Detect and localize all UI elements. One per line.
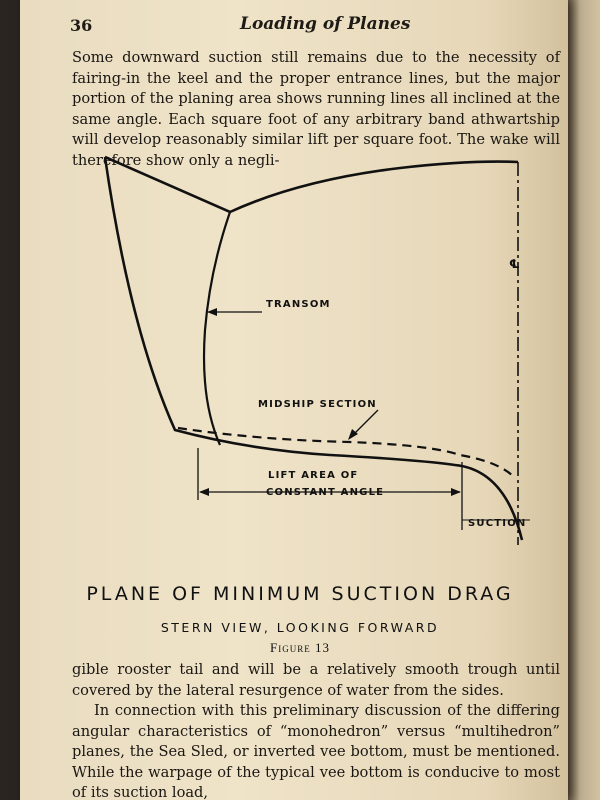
transom-arrowhead <box>207 308 217 316</box>
deck-sheer-line <box>105 157 518 212</box>
figure-subtitle: STERN VIEW, LOOKING FORWARD <box>160 620 440 635</box>
lift-area-arrow-left <box>199 488 209 496</box>
transom-line <box>204 212 230 445</box>
lift-area-arrow-right <box>451 488 461 496</box>
centerline-symbol: ℄ <box>509 257 521 271</box>
transom-label: TRANSOM <box>266 299 331 310</box>
page-number: 36 <box>70 16 93 35</box>
figure-number: Figure 13 <box>270 640 330 655</box>
hull-outline <box>105 157 522 540</box>
suction-label: SUCTION <box>468 518 527 529</box>
running-title: Loading of Planes <box>240 14 411 34</box>
lift-area-label-line1: LIFT AREA OF <box>268 470 359 481</box>
paragraph: gible rooster tail and will be a relatively smooth trough until covered by the lateral resurgence of water from the sides. <box>72 661 560 699</box>
body-text-bottom <box>72 660 560 800</box>
lift-area-label-line2: CONSTANT ANGLE <box>266 487 385 498</box>
midship-section-label: MIDSHIP SECTION <box>258 399 377 410</box>
paragraph: In connection with this preliminary discussion of the differing angular characteristics of “monohedron” versus “multihedron” planes, the Sea Sled, or inverted vee bottom, must be mentioned. While the warpage of the typical vee bottom is conducive to most of its suction load, <box>72 702 560 800</box>
figure-title: PLANE OF MINIMUM SUCTION DRAG <box>86 583 514 605</box>
paragraph: Some downward suction still remains due to the necessity of fairing-in the keel and the proper entrance lines, but the major portion of the planing area shows running lines all inclined at the same angle. Each square foot of any arbitrary band athwartship will develop reasonably similar lift per square foot. The wake will therefore show only a negli- <box>72 49 560 169</box>
